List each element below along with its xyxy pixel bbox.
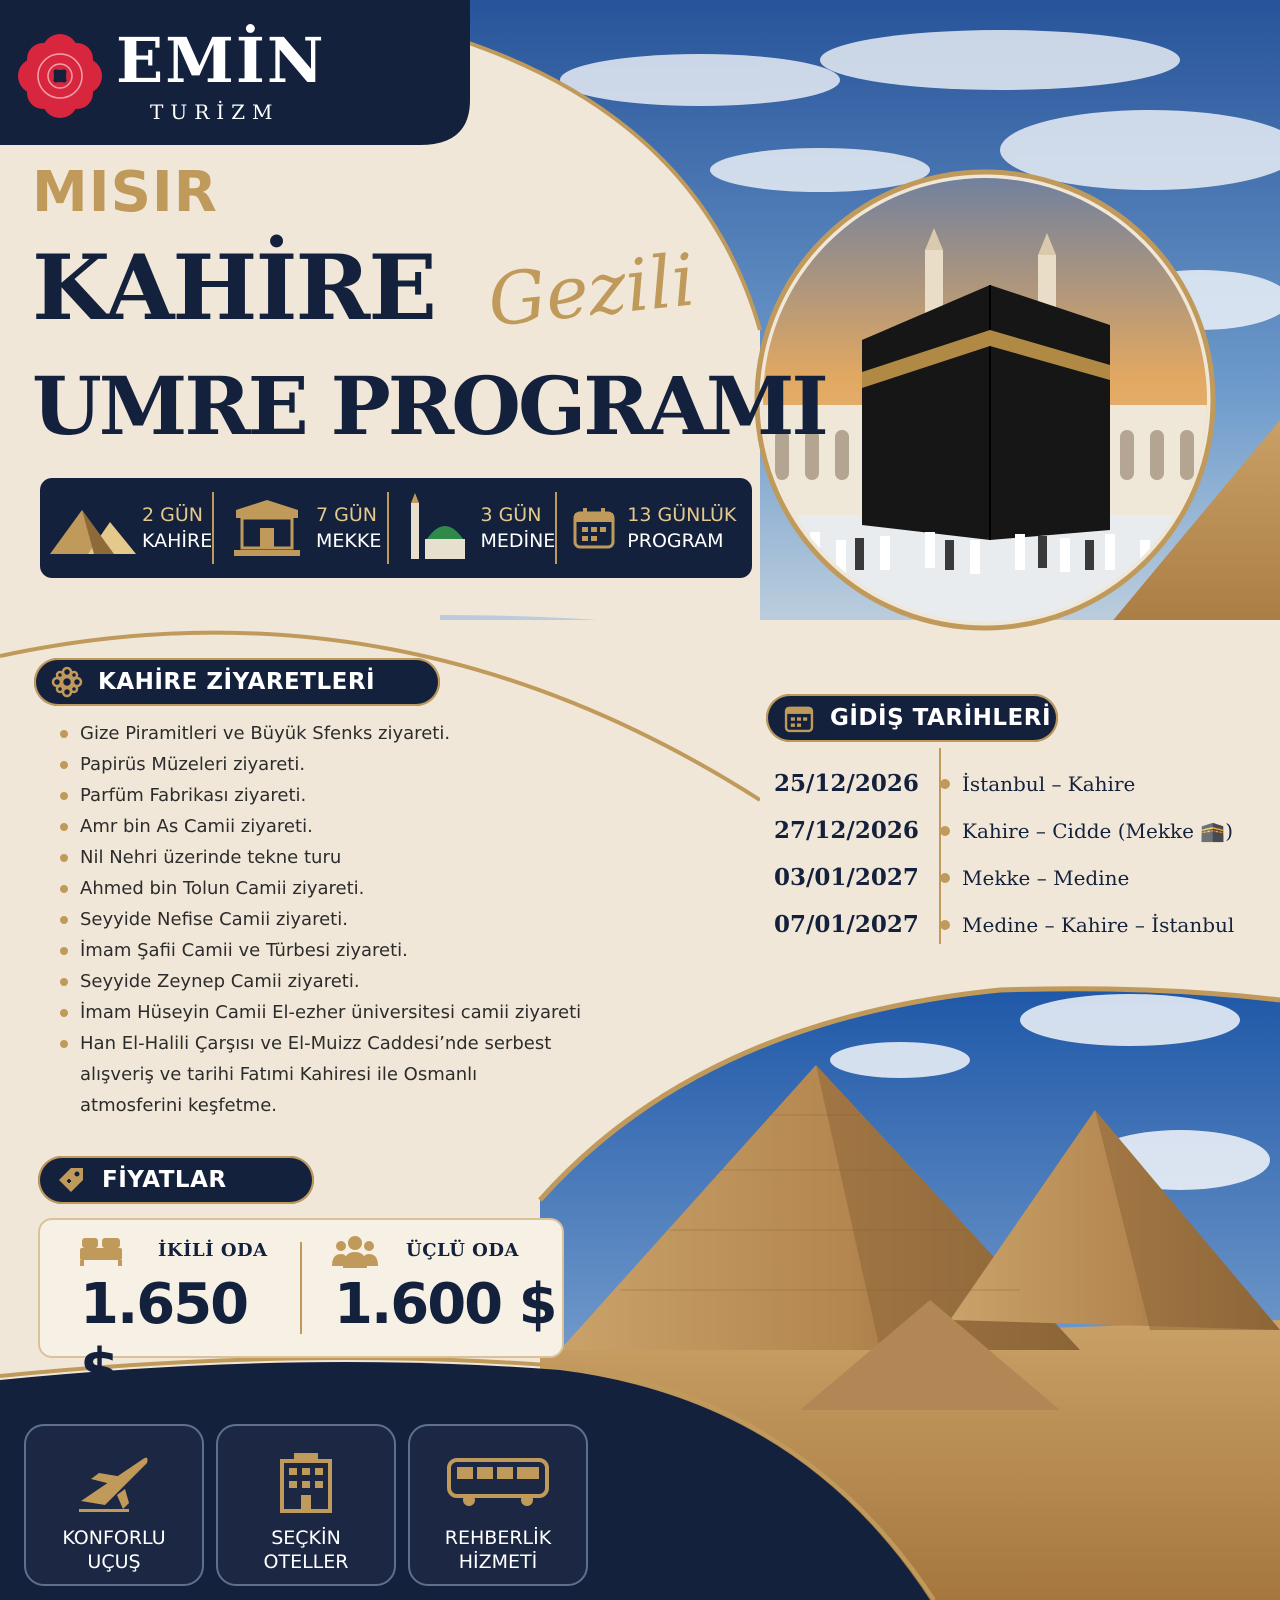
brand-name: EMİN xyxy=(116,24,326,97)
price-tag-icon xyxy=(54,1163,88,1197)
feature-flight xyxy=(24,1424,204,1586)
feature-hotels xyxy=(216,1424,396,1586)
date-value: 03/01/2027 xyxy=(774,864,919,891)
feature-label: REHBERLİK xyxy=(444,1527,552,1549)
date-row xyxy=(774,901,1254,948)
hotel-icon xyxy=(218,1440,394,1524)
date-route: Kahire – Cidde (Mekke 🕋) xyxy=(962,818,1234,843)
list-item: Parfüm Fabrikası ziyareti. xyxy=(58,780,618,811)
price-box xyxy=(38,1218,564,1402)
visits-title: KAHİRE ZİYARETLERİ xyxy=(98,669,376,695)
pyramid-icon xyxy=(48,493,138,563)
duration-place: PROGRAM xyxy=(627,530,724,552)
brand-subtitle: TURİZM xyxy=(150,100,280,124)
bed-icon xyxy=(78,1234,124,1272)
timeline-dot xyxy=(940,920,950,930)
mosque-icon xyxy=(397,493,476,563)
price-value: 1.600 $ xyxy=(334,1272,556,1337)
feature-guide xyxy=(408,1424,588,1586)
date-route: Medine – Kahire – İstanbul xyxy=(962,912,1235,937)
duration-place: MEKKE xyxy=(316,530,382,552)
list-item: Nil Nehri üzerinde tekne turu xyxy=(58,842,618,873)
list-item: Han El-Halili Çarşısı ve El-Muizz Caddesi’nde serbest alışveriş ve tarihi Fatımi Kahiresi ile Osmanlı atmosferini keşfetme. xyxy=(58,1028,570,1121)
timeline-dot xyxy=(940,873,950,883)
price-label: İKİLİ ODA xyxy=(158,1240,268,1261)
feature-label: OTELLER xyxy=(263,1551,349,1573)
duration-item-kahire xyxy=(40,492,212,564)
date-value: 07/01/2027 xyxy=(774,911,919,938)
date-row xyxy=(774,807,1254,854)
kaaba-icon xyxy=(222,493,312,563)
list-item: Gize Piramitleri ve Büyük Sfenks ziyareti. xyxy=(58,718,618,749)
list-item: Amr bin As Camii ziyareti. xyxy=(58,811,618,842)
price-double xyxy=(40,1220,300,1402)
date-value: 27/12/2026 xyxy=(774,817,919,844)
list-item: İmam Şafii Camii ve Türbesi ziyareti. xyxy=(58,935,618,966)
date-row xyxy=(774,854,1254,901)
dates-title: GİDİŞ TARİHLERİ xyxy=(830,705,1052,731)
calendar-icon xyxy=(565,493,623,563)
visits-list xyxy=(58,718,618,1121)
duration-place: MEDİNE xyxy=(480,530,556,552)
airplane-icon xyxy=(26,1440,202,1524)
prices-section-header xyxy=(38,1156,314,1204)
list-item: İmam Hüseyin Camii El-ezher üniversitesi camii ziyareti xyxy=(58,997,618,1028)
date-row xyxy=(774,760,1254,807)
calendar-icon xyxy=(782,701,816,735)
price-label: ÜÇLÜ ODA xyxy=(406,1240,519,1261)
ornament-icon xyxy=(50,665,84,699)
duration-days: 7 GÜN xyxy=(316,504,377,526)
timeline-dot xyxy=(940,779,950,789)
duration-days: 2 GÜN xyxy=(142,504,203,526)
list-item: Papirüs Müzeleri ziyareti. xyxy=(58,749,618,780)
price-triple xyxy=(302,1220,562,1356)
feature-label: SEÇKİN xyxy=(271,1527,341,1549)
duration-bar xyxy=(40,478,752,578)
date-route: Mekke – Medine xyxy=(962,865,1130,890)
list-item: Seyyide Zeynep Camii ziyareti. xyxy=(58,966,618,997)
visits-section-header xyxy=(34,658,440,706)
duration-days: 13 GÜNLÜK xyxy=(627,504,737,526)
duration-days: 3 GÜN xyxy=(480,504,542,526)
timeline-dot xyxy=(940,826,950,836)
feature-label: HİZMETİ xyxy=(458,1551,538,1573)
title-country: MISIR xyxy=(32,160,218,225)
feature-label: KONFORLU xyxy=(62,1527,166,1549)
title-program: UMRE PROGRAMI xyxy=(32,359,826,453)
list-item: Seyyide Nefise Camii ziyareti. xyxy=(58,904,618,935)
dates-list xyxy=(774,760,1254,948)
duration-item-medine xyxy=(387,492,555,564)
feature-label: UÇUŞ xyxy=(87,1551,141,1573)
price-value: 1.650 $ xyxy=(80,1272,248,1402)
date-route: İstanbul – Kahire xyxy=(962,771,1136,796)
prices-title: FİYATLAR xyxy=(102,1167,227,1193)
bus-icon xyxy=(410,1440,586,1524)
duration-item-program xyxy=(555,492,752,564)
dates-section-header xyxy=(766,694,1058,742)
title-script: Gezili xyxy=(484,237,699,343)
duration-item-mekke xyxy=(212,492,387,564)
title-city: KAHİRE xyxy=(32,235,435,341)
emin-flower-logo-icon xyxy=(14,30,106,122)
duration-place: KAHİRE xyxy=(142,530,213,552)
date-value: 25/12/2026 xyxy=(774,770,919,797)
users-icon xyxy=(332,1234,378,1272)
list-item: Ahmed bin Tolun Camii ziyareti. xyxy=(58,873,618,904)
